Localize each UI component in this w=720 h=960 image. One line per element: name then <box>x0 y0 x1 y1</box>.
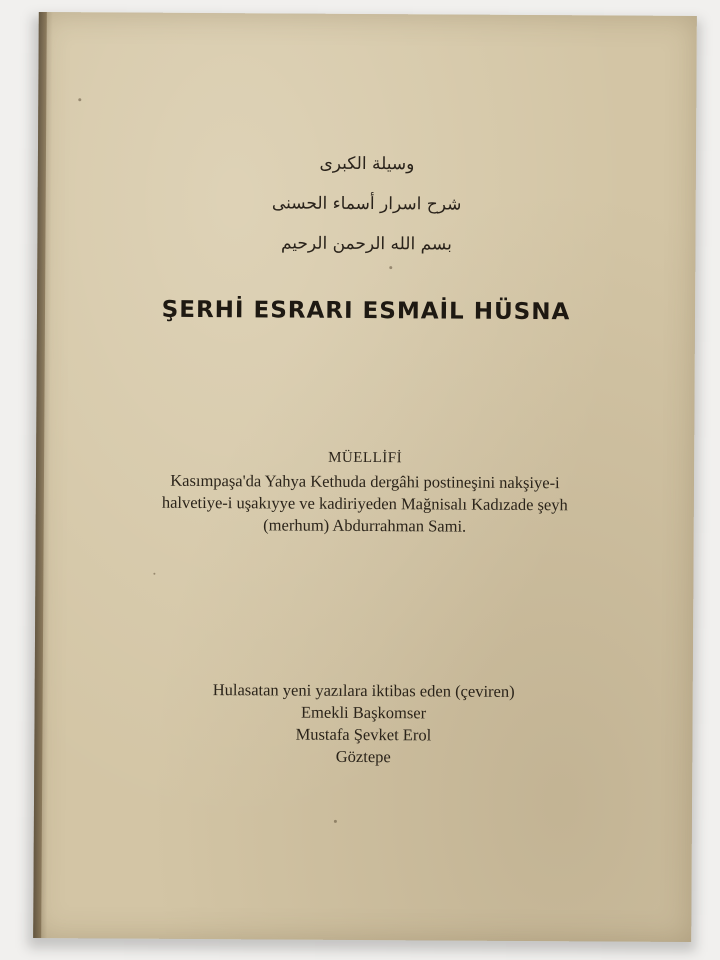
author-line-2: halvetiye-i uşakıyye ve kadiriyeden Mağnisalı Kadızade şeyh <box>161 492 568 515</box>
arabic-header-line-1: وسيلة الكبرى <box>319 153 415 175</box>
author-section <box>76 448 655 539</box>
arabic-header <box>37 142 696 266</box>
credit-line-1: Hulasatan yeni yazılara iktibas eden (çeviren) <box>212 680 515 701</box>
translator-credits <box>74 678 653 770</box>
credit-line-2: Emekli Başkomser <box>300 702 427 723</box>
paper-speck <box>78 98 81 101</box>
paper-speck <box>389 266 392 269</box>
credit-line-4: Göztepe <box>335 746 391 767</box>
author-heading: MÜELLİFİ <box>328 449 403 467</box>
author-line-1: Kasımpaşa'da Yahya Kethuda dergâhi postineşini nakşiye-i <box>170 470 560 493</box>
paper-speck <box>334 820 337 823</box>
credit-line-3: Mustafa Şevket Erol <box>295 724 432 745</box>
arabic-header-line-3: بسم الله الرحمن الرحيم <box>280 233 452 255</box>
paper-speck <box>153 573 155 575</box>
book-title: ŞERHİ ESRARI ESMAİL HÜSNA <box>161 296 571 326</box>
arabic-header-line-2: شرح اسرار أسماء الحسنى <box>271 193 462 215</box>
author-line-3: (merhum) Abdurrahman Sami. <box>263 515 467 536</box>
booklet-cover <box>33 12 697 942</box>
